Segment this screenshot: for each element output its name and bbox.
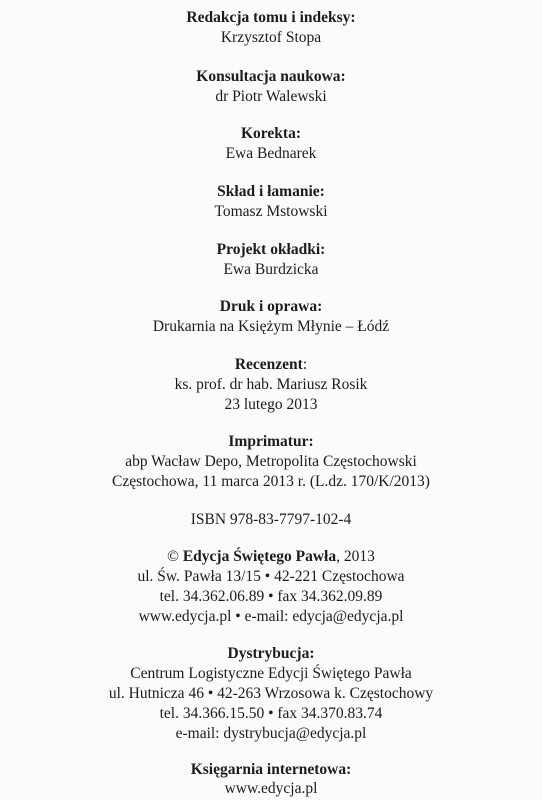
heading-consultation: Konsultacja naukowa: [196, 68, 346, 85]
heading-printing: Druk i oprawa: [219, 298, 323, 315]
heading-cover-design: Projekt okładki: [216, 241, 326, 258]
publisher-year: , 2013 [336, 548, 375, 565]
cover-designer-name: Ewa Burdzicka [223, 261, 319, 278]
heading-distribution: Dystrybucja: [227, 645, 315, 662]
distribution-email: e-mail: dystrybucja@edycja.pl [175, 725, 367, 742]
publisher-copyright [0, 547, 542, 567]
copyright-symbol: © [167, 548, 183, 565]
imprimatur-date: Częstochowa, 11 marca 2013 r. (L.dz. 170/K/2013) [112, 473, 430, 490]
heading-typesetting: Skład i łamanie: [217, 183, 325, 200]
editor-name: Krzysztof Stopa [220, 29, 322, 46]
heading-imprimatur: Imprimatur: [228, 433, 314, 450]
reviewer-label: Recenzent [234, 356, 303, 373]
distribution-phone: tel. 34.366.15.50 • fax 34.370.83.74 [159, 705, 383, 722]
proofreader-name: Ewa Bednarek [225, 145, 317, 162]
distribution-company: Centrum Logistyczne Edycji Świętego Pawła [130, 665, 412, 682]
printer-name: Drukarnia na Księżym Młynie – Łódź [152, 318, 390, 335]
review-date: 23 lutego 2013 [224, 396, 318, 413]
heading-reviewer [0, 355, 542, 375]
heading-proofreading: Korekta: [241, 125, 301, 142]
reviewer-name: ks. prof. dr hab. Mariusz Rosik [174, 376, 368, 393]
heading-bookstore: Księgarnia internetowa: [190, 761, 352, 778]
publisher-web: www.edycja.pl • e-mail: edycja@edycja.pl [138, 608, 404, 625]
publisher-phone: tel. 34.362.06.89 • fax 34.362.09.89 [159, 588, 383, 605]
reviewer-colon: : [302, 356, 308, 373]
consultant-name: dr Piotr Walewski [215, 88, 327, 105]
publisher-name: Edycja Świętego Pawła [182, 548, 337, 565]
imprimatur-bishop: abp Wacław Depo, Metropolita Częstochowski [125, 453, 417, 470]
distribution-address: ul. Hutnicza 46 • 42-263 Wrzosowa k. Częstochowy [108, 685, 434, 702]
bookstore-url: www.edycja.pl [224, 780, 318, 797]
isbn: ISBN 978-83-7797-102-4 [190, 511, 352, 528]
heading-editing: Redakcja tomu i indeksy: [186, 9, 356, 26]
typesetter-name: Tomasz Mstowski [214, 203, 328, 220]
publisher-address: ul. Św. Pawła 13/15 • 42-221 Częstochowa [137, 568, 405, 585]
